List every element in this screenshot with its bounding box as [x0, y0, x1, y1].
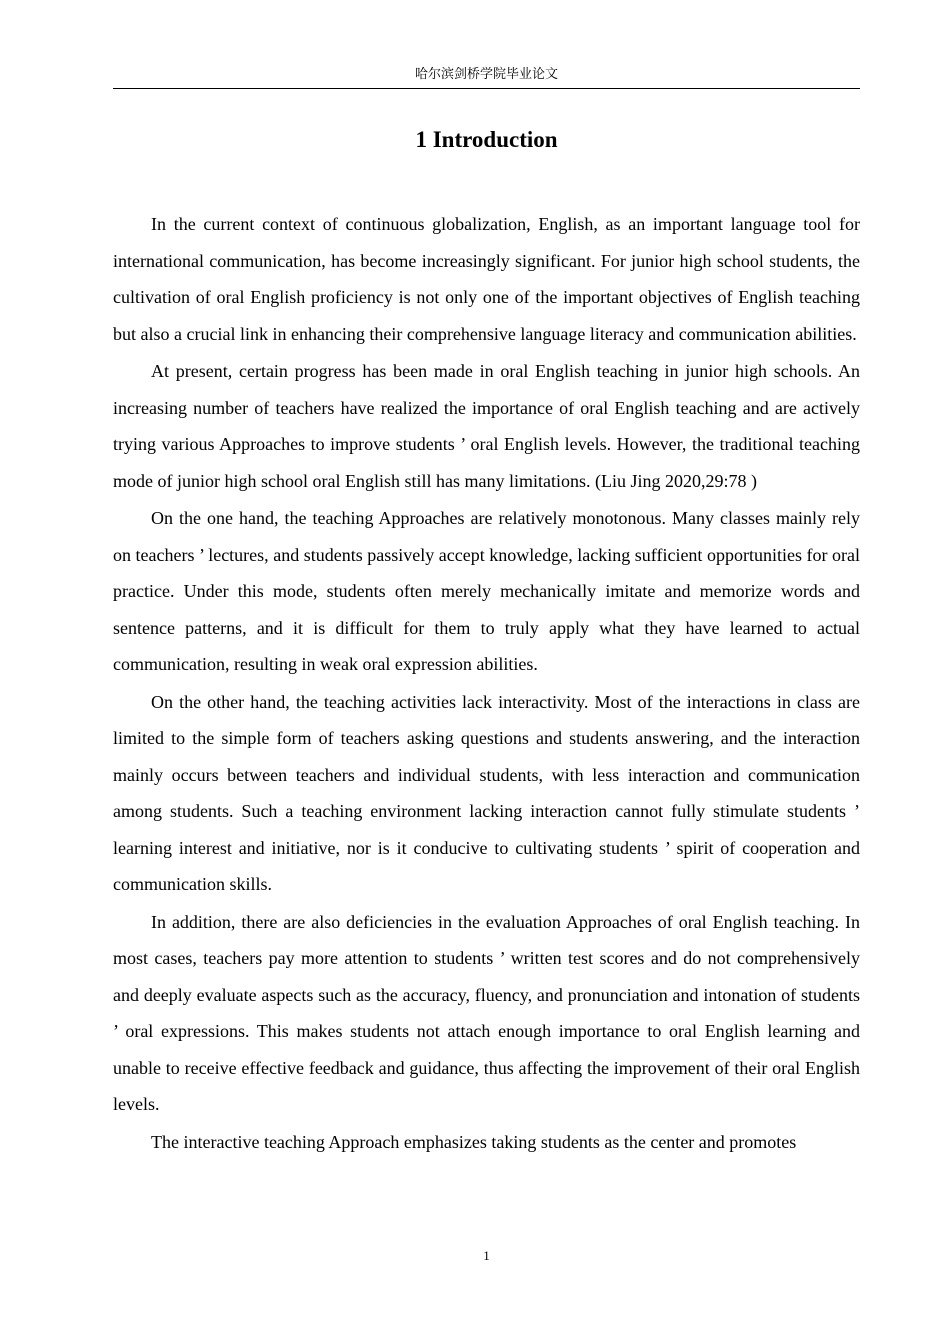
paragraph: In addition, there are also deficiencies in the evaluation Approaches of oral English teaching. In most cases, teachers pay more attention to students ’ written test scores and do not comprehensively and deeply evaluate aspects such as the accuracy, fluency, and pronunciation and intonation of students ’ oral expressions. This makes students not attach enough importance to oral English learning and unable to receive effective feedback and guidance, thus affecting the improvement of their oral English levels.	[113, 911, 860, 1114]
body-text	[113, 206, 860, 1161]
page-header	[113, 64, 860, 89]
paragraph: At present, certain progress has been made in oral English teaching in junior high schools. An increasing number of teachers have realized the importance of oral English teaching and are actively trying various Approaches to improve students ’ oral English levels. However, the traditional teaching mode of junior high school oral English still has many limitations. (Liu Jing 2020,29:78 )	[113, 361, 860, 491]
header-title: 哈尔滨剑桥学院毕业论文	[414, 67, 558, 82]
chapter-title: 1 Introduction	[415, 127, 558, 152]
paragraph: On the other hand, the teaching activities lack interactivity. Most of the interactions in class are limited to the simple form of teachers asking questions and students answering, and the interaction mainly occurs between teachers and individual students, with less interaction and communication among students. Such a teaching environment lacking interaction cannot fully stimulate students ’ learning interest and initiative, nor is it conducive to cultivating students ’ spirit of cooperation and communication skills.	[113, 691, 860, 894]
page-number: 1	[483, 1248, 490, 1263]
paragraph: The interactive teaching Approach emphasizes taking students as the center and promotes	[151, 1131, 797, 1152]
paragraph: In the current context of continuous globalization, English, as an important language tool for international communication, has become increasingly significant. For junior high school students, the cultivation of oral English proficiency is not only one of the important objectives of English teaching but also a crucial link in enhancing their comprehensive language literacy and communication abilities.	[113, 214, 860, 344]
paragraph: On the one hand, the teaching Approaches are relatively monotonous. Many classes mainly rely on teachers ’ lectures, and students passively accept knowledge, lacking sufficient opportunities for oral practice. Under this mode, students often merely mechanically imitate and memorize words and sentence patterns, and it is difficult for them to truly apply what they have learned to actual communication, resulting in weak oral expression abilities.	[113, 508, 860, 674]
